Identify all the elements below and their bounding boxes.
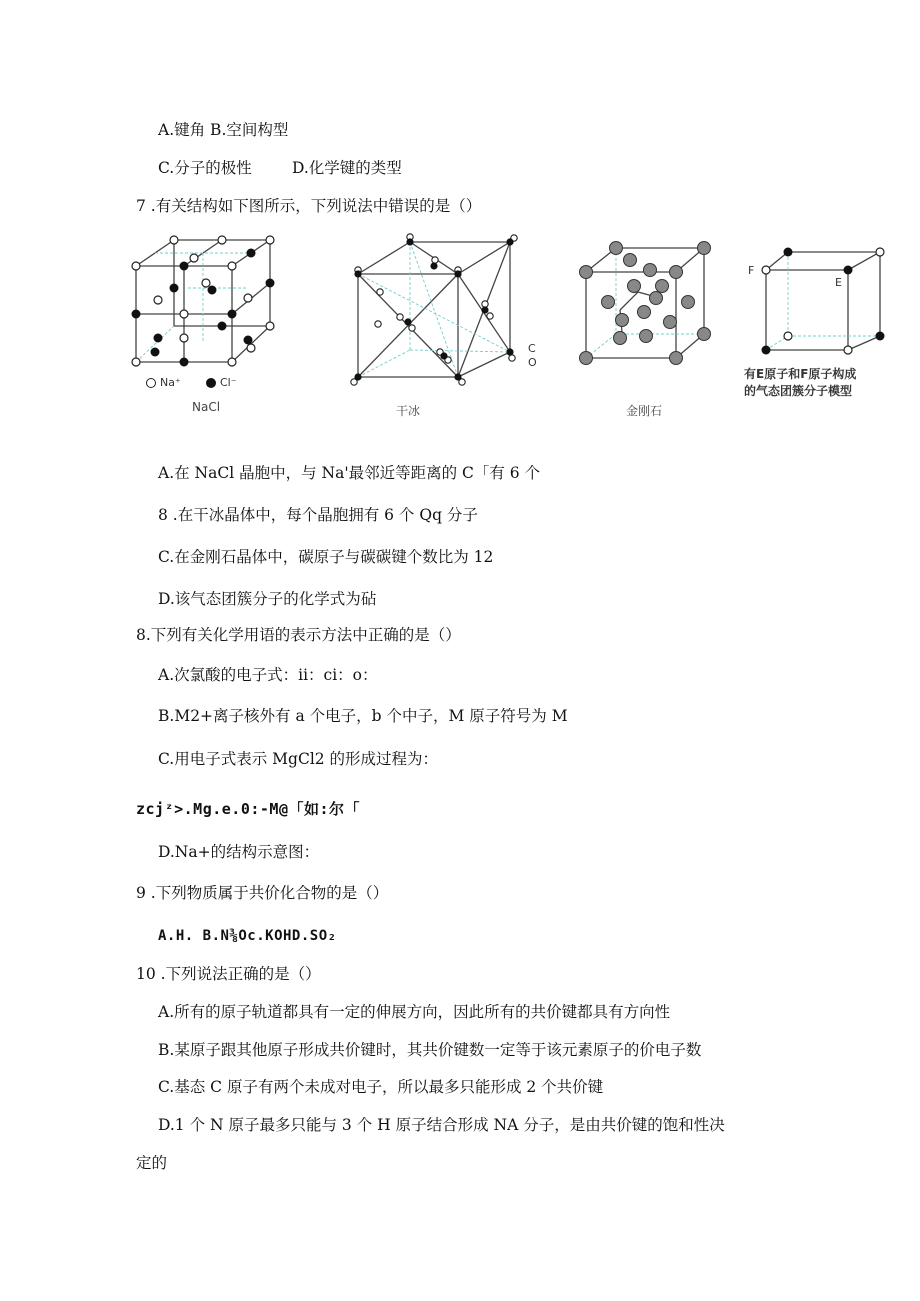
q8-option-b: B.M2+离子核外有 a 个电子，b 个中子，M 原子符号为 M [158,707,568,725]
q7-option-d: D.该气态团簇分子的化学式为砧 [158,590,377,608]
cluster-caption-line2: 的气态团簇分子模型 [744,384,853,398]
q10-option-c: C.基态 C 原子有两个未成对电子，所以最多只能形成 2 个共价键 [158,1078,604,1096]
cl-legend-label: Cl⁻ [220,376,237,389]
cluster-caption-line1: 有E原子和F原子构成 [744,367,857,381]
q7-option-a: A.在 NaCl 晶胞中，与 Na'最邻近等距离的 C「有 6 个 [158,464,541,482]
q9-stem: 9 .下列物质属于共价化合物的是（） [136,884,389,902]
diamond-figure [572,240,722,420]
q10-option-b: B.某原子跟其他原子形成共价键时，其共价键数一定等于该元素原子的价电子数 [158,1041,702,1059]
dry-ice-lattice [340,232,530,392]
na-legend-label: Na⁺ [160,376,181,389]
q9-options: A.H. B.N⅜Oc.KOHD.SO₂ [158,928,337,944]
q10-option-d-line1: D.1 个 N 原子最多只能与 3 个 H 原子结合形成 NA 分子，是由共价键的饱和性决 [158,1116,725,1134]
q8-formula: zcjᶻ>.Mg.e.0:-M@「如:尔「 [136,800,361,818]
q8-option-a: A.次氯酸的电子式：ii：ci：o： [158,666,378,684]
q8-stem: 8.下列有关化学用语的表示方法中正确的是（） [136,626,461,644]
q6-option-c: C.分子的极性 [158,159,252,177]
nacl-caption: NaCl [192,400,221,414]
diamond-caption: 金刚石 [626,404,663,418]
f-atom-label: F [748,264,755,277]
q8-option-d: D.Na+的结构示意图： [158,843,320,861]
q7-stem: 7 .有关结构如下图所示，下列说法中错误的是（） [136,197,482,215]
q6-option-d: D.化学键的类型 [292,159,402,177]
q6-option-ab: A.键角 B.空间构型 [158,121,289,139]
q10-stem: 10 .下列说法正确的是（） [136,965,321,983]
q10-option-a: A.所有的原子轨道都具有一定的伸展方向，因此所有的共价键都具有方向性 [158,1003,671,1021]
q10-option-d-line2: 定的 [136,1154,168,1172]
nacl-lattice [128,228,288,388]
cluster-figure [740,240,900,410]
cluster-model [740,240,890,360]
e-atom-label: E [835,276,842,289]
oxygen-label: O [528,356,537,369]
q7-option-b: 8 .在干冰晶体中，每个晶胞拥有 6 个 Qq 分子 [158,506,478,524]
carbon-label: C [528,342,536,355]
nacl-figure [128,228,288,424]
q8-option-c: C.用电子式表示 MgCl2 的形成过程为： [158,750,439,768]
cl-legend-icon [206,378,216,388]
diamond-lattice [572,240,712,370]
dry-ice-caption: 干冰 [396,404,421,418]
dry-ice-figure [340,232,550,422]
na-legend-icon [146,378,156,388]
q7-option-c: C.在金刚石晶体中，碳原子与碳碳键个数比为 12 [158,548,494,566]
